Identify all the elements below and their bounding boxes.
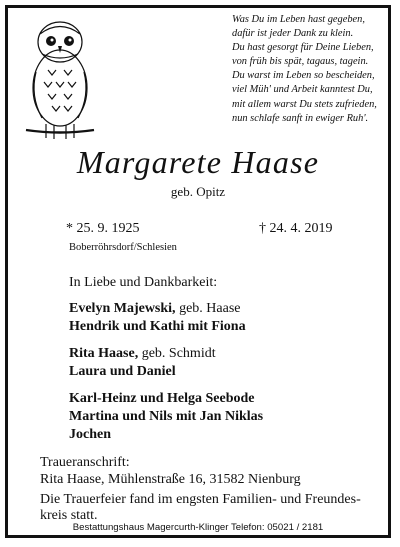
funeral-home-footer: Bestattungshaus Magercurth-Klinger Telefon: 05021 / 2181 bbox=[72, 522, 324, 533]
mourner-suffix: geb. Haase bbox=[175, 301, 241, 316]
poem-line: von früh bis spät, tagaus, tagein. bbox=[232, 56, 369, 68]
owl-icon bbox=[20, 14, 100, 142]
mourner-line bbox=[69, 300, 263, 318]
poem bbox=[232, 13, 392, 126]
poem-line: Du warst im Leben so bescheiden, bbox=[232, 70, 375, 82]
dedication-intro: In Liebe und Dankbarkeit: bbox=[69, 275, 218, 290]
poem-line: viel Müh' und Arbeit kanntest Du, bbox=[232, 84, 373, 96]
mourner-line bbox=[69, 345, 263, 363]
poem-line: Du hast gesorgt für Deine Lieben, bbox=[232, 42, 374, 54]
mourner-group bbox=[69, 390, 263, 444]
mourner-group bbox=[69, 300, 263, 336]
poem-line: nun schlafe sanft in ewiger Ruh'. bbox=[232, 112, 369, 124]
poem-line: dafür ist jeder Dank zu klein. bbox=[232, 28, 354, 40]
deceased-name: Margarete Haase bbox=[76, 144, 320, 180]
mourner-group bbox=[69, 345, 263, 381]
obituary-card bbox=[5, 5, 391, 538]
mourner-line: Jochen bbox=[69, 427, 111, 442]
birth-date: * 25. 9. 1925 bbox=[66, 221, 140, 236]
birthplace: Boberröhrsdorf/Schlesien bbox=[69, 242, 177, 253]
death-date: † 24. 4. 2019 bbox=[259, 221, 333, 236]
address-label: Traueranschrift: bbox=[40, 455, 130, 470]
mourning-address bbox=[40, 454, 301, 488]
mourner-line: Martina und Nils mit Jan Niklas bbox=[69, 409, 264, 424]
mourners-list bbox=[69, 300, 263, 453]
mourner-name: Rita Haase, bbox=[69, 346, 139, 361]
maiden-name: geb. Opitz bbox=[170, 184, 226, 199]
mourner-line: Laura und Daniel bbox=[69, 364, 176, 379]
mourner-line: Hendrik und Kathi mit Fiona bbox=[69, 319, 246, 334]
poem-line: mit allem warst Du stets zufrieden, bbox=[232, 98, 377, 110]
poem-line: Was Du im Leben hast gegeben, bbox=[232, 14, 365, 25]
address-value: Rita Haase, Mühlenstraße 16, 31582 Nienburg bbox=[40, 472, 301, 487]
mourner-line: Karl-Heinz und Helga Seebode bbox=[69, 391, 255, 406]
mourner-name: Evelyn Majewski, bbox=[69, 301, 176, 316]
mourner-suffix: geb. Schmidt bbox=[138, 346, 216, 361]
funeral-notice: Die Trauerfeier fand im engsten Familien- und Freundes-kreis statt. bbox=[40, 492, 361, 523]
